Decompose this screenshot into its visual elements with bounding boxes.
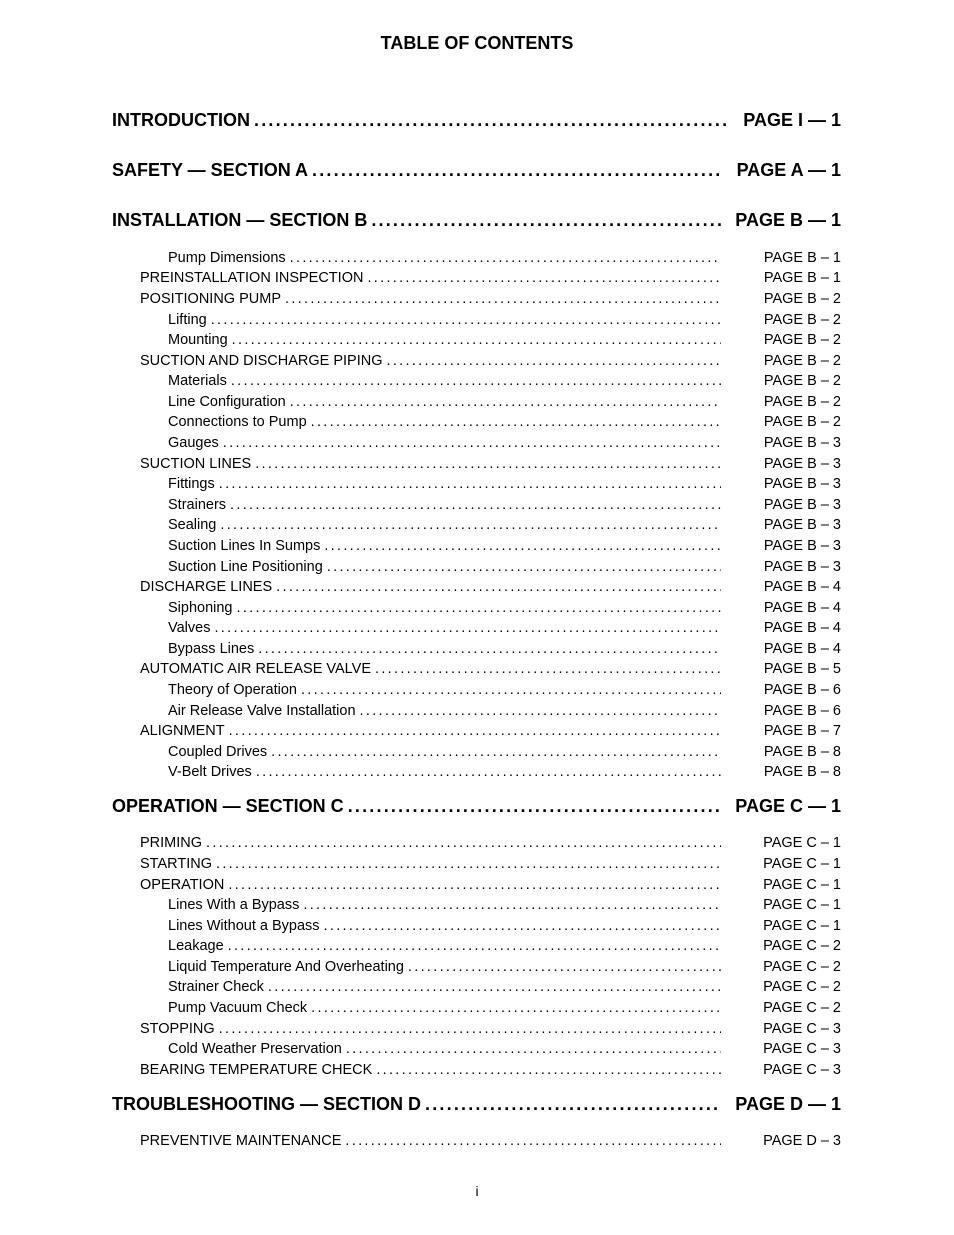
toc-entry-label: DISCHARGE LINES — [140, 579, 273, 595]
toc-entry — [168, 703, 841, 719]
dot-leader — [301, 682, 721, 698]
toc-entry-page: PAGE B – 4 — [763, 600, 841, 616]
toc-entry-page: PAGE B – 2 — [763, 291, 841, 307]
toc-entry — [140, 353, 841, 369]
toc-entry — [168, 959, 841, 975]
toc-entry-label: Pump Dimensions — [168, 250, 286, 266]
dot-leader — [229, 723, 721, 739]
dot-leader — [371, 210, 721, 231]
toc-entry-label: POSITIONING PUMP — [140, 291, 281, 307]
dot-leader — [228, 877, 721, 893]
toc-entry-label: Line Configuration — [168, 394, 286, 410]
toc-entry — [168, 620, 841, 636]
toc-entry — [168, 938, 841, 954]
toc-entry-label: Suction Lines In Sumps — [168, 538, 321, 554]
toc-entry — [140, 456, 841, 472]
toc-entry-page: PAGE C – 3 — [763, 1041, 841, 1057]
toc-entry-label: SUCTION LINES — [140, 456, 252, 472]
toc-entry-label: Pump Vacuum Check — [168, 1000, 308, 1016]
toc-section-entry — [112, 110, 841, 131]
toc-entry-page: PAGE I — 1 — [743, 110, 841, 130]
dot-leader — [408, 959, 721, 975]
dot-leader — [255, 456, 721, 472]
toc-entry-label: Valves — [168, 620, 211, 636]
dot-leader — [303, 897, 721, 913]
toc-entry-label: Fittings — [168, 476, 215, 492]
dot-leader — [324, 538, 721, 554]
toc-entry-page: PAGE C – 3 — [763, 1062, 841, 1078]
toc-entry-page: PAGE B – 7 — [763, 723, 841, 739]
dot-leader — [219, 1021, 721, 1037]
toc-entry-page: PAGE C – 3 — [763, 1021, 841, 1037]
dot-leader — [345, 1133, 721, 1149]
dot-leader — [348, 796, 722, 817]
toc-entry-page: PAGE C – 2 — [763, 959, 841, 975]
toc-entry-page: PAGE B – 2 — [763, 394, 841, 410]
toc-entry-page: PAGE B – 4 — [763, 641, 841, 657]
toc-entry-page: PAGE B – 2 — [763, 373, 841, 389]
toc-entry — [168, 1041, 841, 1057]
toc-entry-page: PAGE B – 6 — [763, 703, 841, 719]
toc-entry-page: PAGE B – 2 — [763, 414, 841, 430]
toc-entry-label: ALIGNMENT — [140, 723, 225, 739]
dot-leader — [312, 160, 723, 181]
toc-entry — [140, 661, 841, 677]
toc-entry — [168, 435, 841, 451]
dot-leader — [387, 353, 721, 369]
toc-entry — [168, 414, 841, 430]
dot-leader — [271, 744, 721, 760]
toc-entry — [140, 291, 841, 307]
toc-entry-page: PAGE B – 4 — [763, 579, 841, 595]
toc-entry — [140, 856, 841, 872]
dot-leader — [232, 332, 721, 348]
dot-leader — [214, 620, 721, 636]
toc-entry-label: PRIMING — [140, 835, 203, 851]
toc-entry-page: PAGE B – 1 — [763, 250, 841, 266]
toc-entry — [168, 373, 841, 389]
dot-leader — [425, 1094, 721, 1115]
toc-entry-label: Theory of Operation — [168, 682, 297, 698]
toc-entry-label: Coupled Drives — [168, 744, 268, 760]
toc-entry-page: PAGE B – 3 — [763, 538, 841, 554]
toc-entry-page: PAGE B – 4 — [763, 620, 841, 636]
toc-entry-label: Sealing — [168, 517, 217, 533]
toc-entry-page: PAGE C – 1 — [763, 856, 841, 872]
toc-entry-page: PAGE B – 6 — [763, 682, 841, 698]
toc-section-entry — [112, 160, 841, 181]
toc-entry-page: PAGE B – 5 — [763, 661, 841, 677]
toc-entry-page: PAGE B – 3 — [763, 476, 841, 492]
toc-entry — [168, 476, 841, 492]
toc-entry — [168, 517, 841, 533]
toc-entry-page: PAGE B – 3 — [763, 559, 841, 575]
toc-entry — [168, 559, 841, 575]
toc-entry-label: SUCTION AND DISCHARGE PIPING — [140, 353, 383, 369]
dot-leader — [211, 312, 721, 328]
toc-entry-page: PAGE B – 2 — [763, 312, 841, 328]
toc-entry-page: PAGE C – 2 — [763, 1000, 841, 1016]
toc-entry — [140, 579, 841, 595]
toc-entry-label: Lines Without a Bypass — [168, 918, 320, 934]
toc-entry — [168, 897, 841, 913]
dot-leader — [231, 373, 721, 389]
toc-entry-page: PAGE B – 3 — [763, 435, 841, 451]
toc-entry-label: Bypass Lines — [168, 641, 255, 657]
toc-entry-page: PAGE B – 2 — [763, 353, 841, 369]
dot-leader — [324, 918, 721, 934]
toc-entry-label: PREINSTALLATION INSPECTION — [140, 270, 364, 286]
dot-leader — [220, 517, 721, 533]
toc-entry — [168, 538, 841, 554]
toc-entry-page: PAGE B – 3 — [763, 497, 841, 513]
toc-entry — [140, 835, 841, 851]
dot-leader — [216, 856, 721, 872]
toc-entry-label: STOPPING — [140, 1021, 215, 1037]
toc-entry-page: PAGE D — 1 — [735, 1094, 841, 1114]
toc-entry-label: INTRODUCTION — [112, 110, 250, 130]
dot-leader — [276, 579, 721, 595]
toc-entry — [168, 394, 841, 410]
toc-entry-label: Mounting — [168, 332, 228, 348]
toc-entry-page: PAGE B – 1 — [763, 270, 841, 286]
toc-entry — [140, 723, 841, 739]
toc-entry-label: Siphoning — [168, 600, 233, 616]
toc-entry-label: Lifting — [168, 312, 207, 328]
dot-leader — [223, 435, 721, 451]
toc-entry-label: Suction Line Positioning — [168, 559, 323, 575]
toc-entry-label: PREVENTIVE MAINTENANCE — [140, 1133, 342, 1149]
toc-entry — [140, 270, 841, 286]
toc-entry — [168, 764, 841, 780]
toc-section-entry — [112, 796, 841, 817]
page-number-footer: i — [475, 1183, 479, 1199]
toc-entry — [168, 497, 841, 513]
dot-leader — [268, 979, 721, 995]
toc-entry-label: Cold Weather Preservation — [168, 1041, 342, 1057]
toc-entry-page: PAGE D – 3 — [763, 1133, 841, 1149]
dot-leader — [376, 1062, 721, 1078]
toc-entry — [168, 918, 841, 934]
toc-entry — [168, 332, 841, 348]
toc-entry — [168, 744, 841, 760]
toc-entry-label: Strainers — [168, 497, 227, 513]
toc-entry-page: PAGE C – 2 — [763, 938, 841, 954]
dot-leader — [254, 110, 729, 131]
toc-entry-label: BEARING TEMPERATURE CHECK — [140, 1062, 373, 1078]
toc-entry-label: V-Belt Drives — [168, 764, 252, 780]
toc-entry — [168, 682, 841, 698]
toc-entry-page: PAGE B – 8 — [763, 764, 841, 780]
toc-entry-page: PAGE B – 3 — [763, 456, 841, 472]
toc-entry — [168, 641, 841, 657]
toc-entry-page: PAGE B – 3 — [763, 517, 841, 533]
toc-section-entry — [112, 1094, 841, 1115]
toc-section-entry — [112, 210, 841, 231]
toc-entry-page: PAGE A — 1 — [736, 160, 841, 180]
dot-leader — [285, 291, 721, 307]
toc-entry-page: PAGE B — 1 — [735, 210, 841, 230]
toc-entry — [168, 979, 841, 995]
toc-entry-page: PAGE C – 1 — [763, 877, 841, 893]
dot-leader — [219, 476, 721, 492]
dot-leader — [367, 270, 721, 286]
toc-entry — [168, 250, 841, 266]
toc-entry-page: PAGE C – 2 — [763, 979, 841, 995]
toc-entry — [168, 1000, 841, 1016]
toc-entry-label: OPERATION — SECTION C — [112, 796, 344, 816]
toc-entry-label: TROUBLESHOOTING — SECTION D — [112, 1094, 422, 1114]
toc-entry-label: INSTALLATION — SECTION B — [112, 210, 368, 230]
toc-entry-label: Strainer Check — [168, 979, 264, 995]
toc-entry — [140, 1062, 841, 1078]
dot-leader — [375, 661, 721, 677]
toc-entry-label: Materials — [168, 373, 227, 389]
toc-entry-label: SAFETY — SECTION A — [112, 160, 309, 180]
dot-leader — [311, 1000, 721, 1016]
toc-entry-page: PAGE C – 1 — [763, 835, 841, 851]
dot-leader — [228, 938, 721, 954]
dot-leader — [311, 414, 721, 430]
toc-entry-label: Lines With a Bypass — [168, 897, 300, 913]
dot-leader — [258, 641, 721, 657]
toc-entry-page: PAGE B – 2 — [763, 332, 841, 348]
toc-entry-page: PAGE C — 1 — [735, 796, 841, 816]
dot-leader — [290, 394, 721, 410]
toc-entry-page: PAGE C – 1 — [763, 897, 841, 913]
toc-entry-label: Liquid Temperature And Overheating — [168, 959, 404, 975]
toc-entry — [140, 877, 841, 893]
toc-entry-label: Leakage — [168, 938, 224, 954]
toc-entry-label: STARTING — [140, 856, 212, 872]
toc-entry-page: PAGE C – 1 — [763, 918, 841, 934]
dot-leader — [256, 764, 721, 780]
toc-entry-label: OPERATION — [140, 877, 225, 893]
toc-entry-label: Gauges — [168, 435, 219, 451]
toc-entry — [140, 1133, 841, 1149]
dot-leader — [290, 250, 721, 266]
dot-leader — [346, 1041, 721, 1057]
toc-entry — [140, 1021, 841, 1037]
dot-leader — [360, 703, 721, 719]
toc-entry-page: PAGE B – 8 — [763, 744, 841, 760]
toc-entry-label: AUTOMATIC AIR RELEASE VALVE — [140, 661, 371, 677]
toc-entry-label: Air Release Valve Installation — [168, 703, 356, 719]
dot-leader — [327, 559, 721, 575]
dot-leader — [230, 497, 721, 513]
page-title: TABLE OF CONTENTS — [380, 33, 574, 53]
dot-leader — [237, 600, 722, 616]
toc-entry — [168, 312, 841, 328]
dot-leader — [206, 835, 721, 851]
toc-entry — [168, 600, 841, 616]
toc-entry-label: Connections to Pump — [168, 414, 307, 430]
